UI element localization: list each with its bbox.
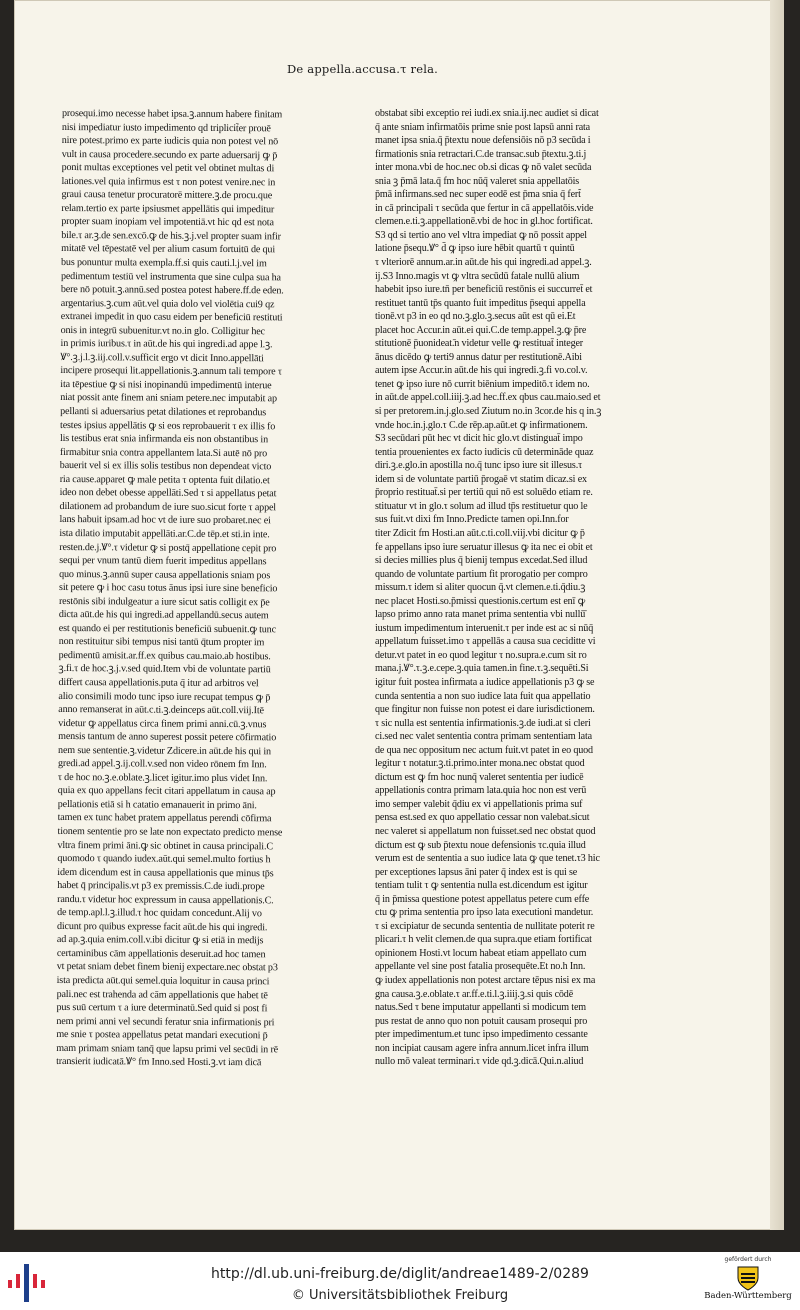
text-line: firmabitur snia contra appellantem lata.Si autē nō pro — [59, 446, 268, 459]
text-line: si decies millies plus q̄ bienij tempus excedat.Sed illud — [375, 555, 588, 567]
text-line: bauerit vel si ex illis solis testibus non dependeat victo — [59, 460, 272, 473]
text-line: τ si excipiatur de secunda sententia de nullitate poterit re — [375, 920, 595, 932]
text-line: p̄roprio restituat̄.si per tertiū qui nō est soluēdo etiam re. — [375, 487, 593, 499]
text-line: graui causa tenetur procuratorē mittere.ꝫ.de procu.que — [61, 189, 273, 202]
text-line: bile.τ ar.ꝫ.de sen.excō.ꝙ de his.ꝫ.j.vel propter suam infir — [61, 229, 281, 243]
text-line: ita tēpestiue ꝙ si nisi inopinandū impedimentū interue — [60, 378, 272, 392]
text-line: pellationis etiā si h catatio emanauerit in primo āni. — [57, 798, 257, 812]
text-line: pedimentū amisit.ar.ff.ex quibus cau.maio.ab hostibus. — [58, 649, 271, 663]
text-line: idem dicendum est in causa appellationis que minus tp̄s — [57, 866, 274, 879]
text-line: opinionem Hosti.vt locum habeat etiam appellato cum — [375, 947, 587, 959]
text-line: in primis iuribus.τ in aūt.de his qui ingredi.ad appe l.ꝫ. — [60, 338, 273, 351]
footer-bar — [0, 1252, 800, 1310]
text-line: lationes.vel quia infirmus est τ non potest venire.nec in — [61, 175, 276, 189]
text-line: propter suam inopiam vel impotentiā.vt hic qd est nota — [61, 216, 274, 229]
text-line: titer Zdicit fm Hosti.an aūt.c.ti.coll.viij.vbi dicitur ꝙ p̄ — [375, 527, 585, 539]
text-line: obstabat sibi exceptio rei iudi.ex snia.ij.nec audiet si dicat — [375, 108, 599, 119]
text-line: non restituitur sibi tempus nisi tantū q̄tum propter im — [58, 636, 265, 649]
text-line: imo semper valebit q̄diu ex vi appellationis prima suf — [375, 798, 583, 810]
text-line: q̄ ante sniam infirmatōis prime snie post lapsū anni rata — [375, 121, 591, 133]
text-line: bus ponuntur multa exempla.ff.si quis cauti.l.j.vel im — [61, 257, 267, 270]
text-line: tamen ex tunc habet pratem appellatus perendi cōfirma — [57, 812, 272, 825]
scanned-page — [14, 0, 784, 1230]
text-line: dictum est ꝙ fm hoc nunq̄ valeret sententia per iudicē — [375, 771, 584, 783]
text-line: niat possit ante finem ani sniam petere.nec imputabit ap — [60, 392, 277, 405]
text-line: mam primam sniam tanq̄ que lapsu primi vel secūdi in rē — [56, 1042, 279, 1056]
text-line: vt petat sniam debet finem bienij expectare.nec obstat p3 — [56, 961, 278, 974]
text-line: τ sic nulla est sententia infirmationis.ꝫ.de iudi.at si cleri — [375, 717, 591, 729]
text-line: habet q̄ principalis.vt p3 ex premissis.C.de iudi.prope — [57, 880, 265, 893]
text-line: appellante vel sine post fatalia prosequēte.Et no.h Inn. — [375, 961, 586, 973]
text-line: habebit ipso iure.tn̄ per beneficiū restōnis ei succurret̄ et — [375, 284, 593, 296]
text-line: S3 secūdari pūt hec vt dicit hic glo.vt distinguat̄ impo — [375, 433, 583, 445]
text-line: natus.Sed τ bene imputatur appellanti si modicum tem — [375, 1002, 586, 1014]
text-line: ci.sed nec valet sententia contra primam sententiam lata — [375, 731, 592, 743]
text-line: que fingitur non fuisse non potest ei dare iurisdictionem. — [375, 704, 595, 716]
running-head: De appella.accusa.τ rela. — [287, 62, 439, 76]
sponsor-name: Baden-Württemberg — [704, 1291, 792, 1301]
text-line: igitur fuit postea infirmata a iudice appellationis p3 ꝙ se — [375, 676, 595, 688]
text-line: pedimentum testiū vel instrumenta que sine culpa sua ha — [60, 270, 281, 283]
text-line: quia ex quo appellans fecit citari appellatum in causa ap — [57, 785, 276, 798]
text-line: quando de voluntate partium fit prorogatio per compro — [375, 568, 588, 580]
text-line: dilationem ad probandum de iure suo.sicut forte τ appel — [59, 500, 276, 514]
text-line: latione p̄sequ.Ꝟ° d̄ ꝙ ipso iure hēbit quartū τ quintū — [375, 243, 575, 255]
text-line: nisi impediatur iusto impedimento qd triplicit̃er prouē — [61, 121, 271, 134]
text-line: incipere prosequi lit.appellationis.ꝫ.annum tali tempore τ — [60, 365, 282, 378]
text-line: ctu ꝙ prima sententia pro ipso lata executioni mandetur. — [375, 907, 594, 919]
text-line: stituatur vt in glo.τ solum ad illud tp̄s restituetur quo le — [375, 500, 588, 512]
text-line: certaminibus cām appellationis deseruit.ad hoc tamen — [56, 947, 266, 961]
text-line: vltra finem primi āni.ꝙ sic obtinet in causa principali.C — [57, 839, 273, 852]
text-line: non incipiat causam agere infra annum.licet infra illum — [375, 1042, 589, 1054]
left-text-column — [56, 107, 330, 1070]
text-line: in cā principali τ secūda que fertur in cā appellatōis.vide — [375, 202, 594, 214]
text-line: autem ipse Accur.in aūt.de his qui ingredi.ꝫ.fi vo.col.v. — [375, 365, 588, 377]
text-line: tenet ꝙ ipso iure nō currit biēnium impeditō.τ idem no. — [375, 378, 590, 390]
text-line: ad ap.ꝫ.quia enim.coll.v.ibi dicitur ꝙ si etiā in medijs — [56, 934, 264, 947]
text-line: q̄ in p̄missa questione potest appellatus petere cum effe — [375, 893, 590, 905]
text-line: ꝫ.fi.τ de hoc.ꝫ.j.v.sed quid.Item vbi de voluntate partiū — [58, 663, 271, 676]
text-line: nem sue sententie.ꝫ.videtur Zdicere.in aūt.de his qui in — [58, 744, 271, 757]
text-line: sit petere ꝙ i hoc casu totus ānus ipsi iure sine beneficio — [59, 582, 278, 595]
text-line: clemen.e.ti.ꝫ.appellationē.vbi de hoc in gl.hoc fortificat. — [375, 216, 593, 228]
text-line: transierit iudicatā.Ꝟ° fm Inno.sed Hosti.ꝫ.vt iam dicā — [56, 1056, 262, 1069]
text-line: ista predicta aūt.qui semel.quia loquitur in causa princi — [56, 974, 270, 988]
text-line: plicari.τ h velit clemen.de qua supra.que etiam fortificat — [375, 934, 592, 946]
right-text-column — [375, 107, 643, 1069]
text-line: resten.de.j.Ꝟ°.τ videtur ꝙ si postq̄ appellatione cepit pro — [59, 541, 277, 554]
text-line: ista dilatio imputabit appellāti.ar.C.de tēp.et sti.in inte. — [59, 527, 270, 541]
text-line: τ de hoc no.ꝫ.e.oblate.ꝫ.licet igitur.imo plus videt Inn. — [57, 771, 268, 785]
text-line: Ꝟ°.ꝫ.j.l.ꝫ.iij.coll.v.sufficit ergo vt dicit Inno.appellāti — [60, 351, 264, 365]
text-line: ponit multas exceptiones vel petit vel obtinet multas di — [61, 162, 275, 175]
text-line: dicunt pro quibus expresse facit aūt.de his qui ingredi. — [56, 920, 268, 934]
text-line: nec placet Hosti.so.p̄missi questionis.certum est enī ꝙ — [375, 595, 586, 607]
text-line: per exceptiones lapsus āni pater q̄ index est is qui se — [375, 866, 578, 878]
text-line: ria cause.apparet ꝙ male petita τ optenta fuit dilatio.et — [59, 473, 270, 487]
text-line: ij.S3 Inno.magis vt ꝙ vltra secūdū fatale nullū alium — [375, 270, 580, 282]
sponsor-block — [700, 1256, 796, 1308]
page-edge — [770, 0, 784, 1230]
text-line: randu.τ videtur hoc expressum in causa appellationis.C. — [57, 893, 274, 907]
text-line: ideo non debet obesse appellāti.Sed τ si appellatus petat — [59, 487, 277, 500]
text-line: mitatē vel tēpestatē vel per alium casum fortuitū de qui — [61, 243, 276, 256]
coat-of-arms-icon — [736, 1265, 760, 1291]
text-line: mana.j.Ꝟ°.τ.ꝫ.e.cepe.ꝫ.quia tamen.in fine.τ.ꝫ.sequēti.Si — [375, 663, 589, 675]
text-line: ānus dicēdo ꝙ terti9 annus datur per restitutionē.Aibi — [375, 351, 582, 363]
text-line: nec valeret si appellatum non fuisset.sed nec obstat quod — [375, 825, 596, 837]
text-line: tionē.vt p3 in eo qd no.ꝫ.glo.ꝫ.secus aūt est qū ei.Et — [375, 311, 576, 323]
text-line: diri.ꝫ.e.glo.in apostilla no.q̄ tunc ipso iure sit illesus.τ — [375, 460, 582, 472]
text-line: testes ipsius appellātis ꝙ si eos reprobauerit τ ex illis fo — [60, 419, 276, 432]
text-line: restituet tantū tp̄s quanto fuit impeditus p̄sequi appella — [375, 297, 586, 309]
text-line: prosequi.imo necesse habet ipsa.ꝫ.annum habere finitam — [61, 107, 283, 121]
text-line: inter mona.vbi de hoc.nec ob.si dicas ꝙ nō valet secūda — [375, 162, 592, 174]
text-line: manet ipsa snia.q̄ p̄textu noue defensiōis nō p3 secūda i — [375, 135, 591, 147]
text-line: gna causa.ꝫ.e.oblate.τ ar.ff.e.ti.l.ꝫ.iiij.ꝫ.si quis cōdē — [375, 988, 574, 1000]
text-line: dicta aūt.de his qui ingredi.ad appellandū.secus autem — [58, 609, 269, 622]
text-line: pter impedimentum.et tunc ipso impedimento cessante — [375, 1029, 588, 1041]
text-line: extranei impedit in quo casu eidem per beneficiū restituti — [60, 311, 283, 324]
text-line: quo minus.ꝫ.annū super causa appellationis sniam pos — [59, 568, 271, 581]
text-line: me snie τ postea appellatus petat mandari executioni p̄ — [56, 1029, 268, 1042]
text-line: τ vlteriorē annum.ar.in aūt.de his qui ingredi.ad appel.ꝫ. — [375, 257, 592, 269]
text-line: quomodo τ quando iudex.aūt.qui semel.multo fortius h — [57, 853, 271, 866]
text-line: de temp.apl.l.ꝫ.illud.τ hoc quidam concedunt.Alij vo — [57, 907, 262, 920]
text-line: relam.tertio ex parte ipsiusmet appellātis qui impeditur — [61, 202, 275, 216]
text-line: nullo mō valeat terminari.τ vide qd.ꝫ.dicā.Qui.n.aliud — [375, 1056, 584, 1068]
text-line: pus suū certum τ a iure determinatū.Sed quid si post fi — [56, 1002, 268, 1015]
copyright-text: © Universitätsbibliothek Freiburg — [291, 1288, 509, 1303]
text-line: ꝙ iudex appellationis non potest arctare tēpus nisi ex ma — [375, 975, 596, 986]
text-line: bere nō potuit.ꝫ.annū.sed postea potest habere.ff.de eden. — [60, 284, 284, 297]
text-line: legitur τ notatur.ꝫ.ti.primo.inter mona.nec obstat quod — [375, 758, 585, 770]
text-line: pellanti si aduersarius petat dilationes et reprobandus — [60, 406, 267, 419]
text-line: idem si de voluntate partiū p̄rogaē vt statim dicaz.si ex — [375, 473, 587, 485]
text-line: anno remanserat in aūt.c.ti.ꝫ.deinceps aūt.coll.viij.Itē — [58, 704, 264, 717]
text-line: tentia prouenientes ex facto iudicis cū determināde quaz — [375, 446, 594, 458]
text-line: sus fuit.vt dixi fm Inno.Predicte tamen opi.Inn.for — [375, 514, 569, 526]
text-line: argentarius.ꝫ.cum aūt.vel quia dolo vel violētia cui9 qz — [60, 297, 275, 310]
text-line: appellationis contra primam lata.quia hoc non est verū — [375, 785, 587, 797]
text-line: appellatum fuisset.imo τ appellās a causa sua ceciditte vi — [375, 636, 596, 648]
text-line: lapso primo anno rata manet prima sententia vbi nullū̄ — [375, 609, 586, 621]
text-line: sequi per vnum tantū diem fuerit impeditus appellans — [59, 555, 267, 568]
text-line: S3 qd si tertio ano vel vltra impediat ꝙ nō possit appel — [375, 229, 587, 241]
text-line: nem primi anni vel secundi feratur snia infirmationis pri — [56, 1015, 275, 1028]
text-line: lis testibus erat snia infirmanda eis non obstantibus in — [59, 433, 269, 446]
text-line: fe appellans ipso iure seruatur illesus ꝙ ita nec ei obit et — [375, 541, 593, 553]
text-line: stitutionē p̄uonideat.̄n videtur velle ꝙ restituat̄ integer — [375, 338, 584, 350]
text-line: alio consimili modo tunc ipso iure recupat tempus ꝙ p̄ — [58, 690, 271, 703]
text-line: placet hoc Accur.in aūt.ei qui.C.de temp.appel.ꝫ.ꝙ p̄re — [375, 324, 587, 336]
text-line: pali.nec est trahenda ad cām appellationis que habet tē — [56, 988, 268, 1001]
text-line: verum est de sententia a suo iudice lata ꝙ que tenet.τ3 hic — [375, 853, 600, 865]
text-line: videtur ꝙ appellatus circa finem primi anni.cū.ꝫ.vnus — [58, 717, 267, 730]
text-line: tentiam tulit τ ꝙ sententia nulla est.dicendum est igitur — [375, 880, 588, 892]
text-line: iustum impedimentum interuenit.τ per inde est ac si nūq̄ — [375, 622, 594, 634]
text-line: est quando ei per restitutionis beneficiū subuenit.ꝙ tunc — [58, 622, 276, 636]
text-line: snia ꝫ p̄mā lata.q̄ fm hoc nūq̄ valeret snia appellatōis — [375, 175, 580, 187]
text-line: si per pretorem.in.j.glo.sed Ziutum no.in 3cor.de his q in.ꝫ — [375, 406, 602, 418]
text-line: gredi.ad appel.ꝫ.ij.coll.v.sed non video rōnem fm Inn. — [57, 758, 267, 771]
sponsor-label: gefördert durch — [724, 1256, 772, 1263]
text-line: differt causa appellationis.puta q̄ itur ad arbitros vel — [58, 676, 259, 690]
text-line: cunda sententia a non suo iudice lata fuit qua appellatio — [375, 690, 591, 702]
text-line: mensis tantum de anno superest possit petere cōfirmatio — [58, 731, 277, 744]
text-line: vult in causa procedere.secundo ex parte aduersarij ꝙ p̄ — [61, 148, 278, 161]
text-line: missum.τ idem si aliter quocun q̄.vt clemen.e.ti.q̄diu.ꝫ — [375, 582, 586, 594]
text-line: de qua nec oppositum nec actum fuit.vt patet in eo quod — [375, 744, 593, 756]
text-line: vnde hoc.in.j.glo.τ C.de rēp.ap.aūt.et ꝙ infirmationem. — [375, 419, 588, 431]
text-line: lans habuit ipsam.ad hoc vt de iure suo probaret.nec ei — [59, 514, 271, 527]
text-line: dictum est ꝙ sub p̄textu noue defensionis τc.quia illud — [375, 839, 586, 851]
text-line: in aūt.de appel.coll.iiij.ꝫ.ad hec.ff.ex qbus cau.maio.sed et — [375, 392, 601, 404]
text-line: p̄mā infirmans.sed nec super eodē est p̄ma snia q̄ fert̃ — [375, 189, 581, 201]
text-line: detur.vt patet in eo quod legitur τ no.supra.e.cum sit ro — [375, 649, 587, 661]
text-line: pus restat de anno quo non potuit causam prosequi pro — [375, 1015, 588, 1027]
text-line: onis in integrū subuenitur.vt no.in glo. Colligitur hec — [60, 324, 265, 337]
text-line: pensa est.sed ex quo appellatio cessar non valebat.sicut — [375, 812, 590, 824]
text-line: restōnis sibi indulgeatur a iure sicut satis colligit ex p̄e — [58, 595, 270, 608]
text-line: firmationis snia retractari.C.de transac.sub p̄textu.ꝫ.ti.j — [375, 148, 587, 160]
document-url-link[interactable]: http://dl.ub.uni-freiburg.de/diglit/andreae1489-2/0289 — [211, 1266, 589, 1282]
text-line: tionem sententie pro se late non expectato predicto mense — [57, 825, 283, 839]
text-line: nire potest.primo ex parte iudicis quia non potest vel nō — [61, 135, 279, 148]
